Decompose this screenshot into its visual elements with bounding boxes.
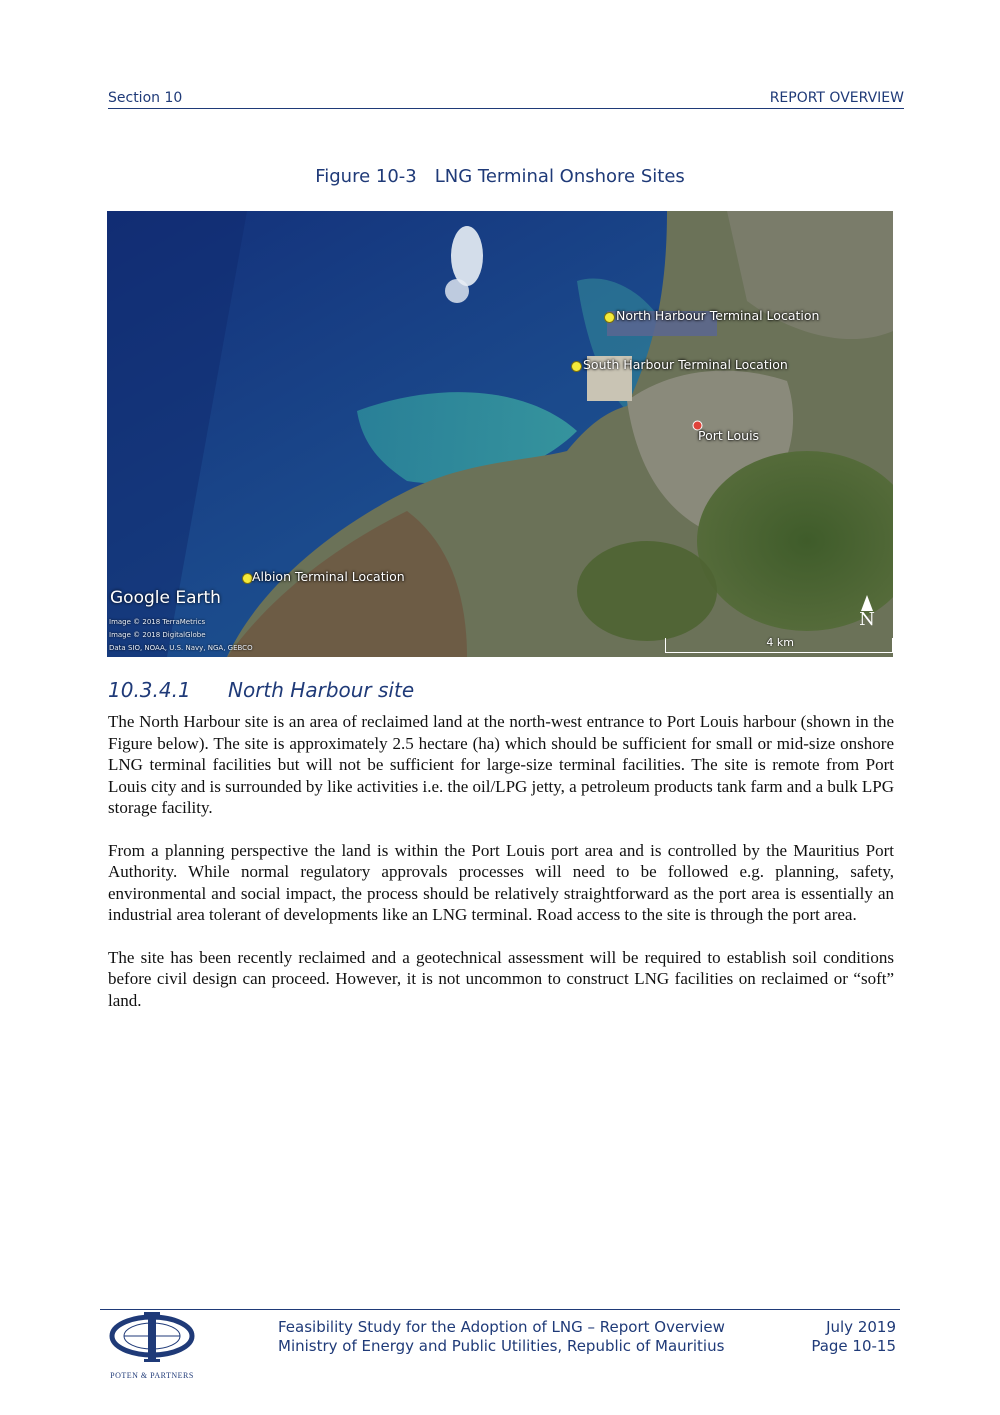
figure-number: Figure 10-3 — [315, 166, 417, 187]
figure-caption — [0, 166, 1000, 187]
footer-report-title: Feasibility Study for the Adoption of LNG – Report Overview — [278, 1318, 725, 1336]
section-number: 10.3.4.1 — [108, 678, 191, 702]
north-harbour-label: North Harbour Terminal Location — [616, 308, 820, 323]
page-header — [108, 88, 904, 109]
footer-center — [278, 1318, 725, 1356]
paragraph: The North Harbour site is an area of reclaimed land at the north-west entrance to Port Louis harbour (shown in the Figure below). The site is approximately 2.5 hectare (ha) which should be sufficient for small or mid-size onshore LNG terminal facilities but will not be sufficient for large-size terminal facilities. The site is remote from Port Louis city and is surrounded by like activities i.e. the oil/LPG jetty, a petroleum products tank farm and a bulk LPG storage facility. — [108, 712, 894, 817]
footer-right — [811, 1318, 896, 1356]
credit-line-2: Image © 2018 DigitalGlobe — [109, 631, 206, 639]
scale-label: 4 km — [766, 636, 794, 649]
body-text — [108, 711, 894, 1032]
north-label: N — [859, 609, 875, 630]
credit-line-1: Image © 2018 TerraMetrics — [109, 618, 206, 626]
albion-label: Albion Terminal Location — [252, 569, 405, 584]
section-heading — [108, 678, 414, 702]
credit-line-3: Data SIO, NOAA, U.S. Navy, NGA, GEBCO — [109, 644, 253, 652]
footer-page-number: Page 10-15 — [811, 1337, 896, 1355]
north-arrow — [857, 595, 877, 629]
header-title: REPORT OVERVIEW — [769, 90, 904, 106]
satellite-map-figure — [107, 211, 893, 657]
hills — [577, 541, 717, 641]
paragraph: The site has been recently reclaimed and a geotechnical assessment will be required to establish soil conditions before civil design can proceed. However, it is not uncommon to construct LNG facilities on reclaimed or “soft” land. — [108, 947, 894, 1010]
header-section: Section 10 — [108, 90, 183, 106]
cloud — [451, 226, 483, 286]
paragraph: From a planning perspective the land is within the Port Louis port area and is controlled by the Mauritius Port Authority. While normal regulatory approvals processes will need to be followed e.g. planning, safety, environmental and social impact, the process should be relatively straightforward as the port area is essentially an industrial area tolerant of developments like an LNG terminal. Road access to the site is through the port area. — [108, 840, 894, 924]
south-harbour-pin-icon[interactable] — [571, 361, 582, 372]
satellite-image — [107, 211, 893, 657]
port-louis-label: Port Louis — [698, 428, 760, 443]
footer-divider — [100, 1309, 900, 1310]
south-harbour-label: South Harbour Terminal Location — [583, 357, 788, 372]
logo-text: POTEN & PARTNERS — [110, 1371, 194, 1380]
google-earth-watermark: Google Earth — [110, 588, 221, 608]
figure-title: LNG Terminal Onshore Sites — [434, 166, 685, 187]
section-title: North Harbour site — [228, 678, 415, 702]
cloud — [445, 279, 469, 303]
footer-date: July 2019 — [826, 1318, 896, 1336]
north-harbour-pin-icon[interactable] — [604, 312, 615, 323]
scale-bar — [665, 638, 893, 653]
footer-ministry: Ministry of Energy and Public Utilities, Republic of Mauritius — [278, 1337, 725, 1355]
